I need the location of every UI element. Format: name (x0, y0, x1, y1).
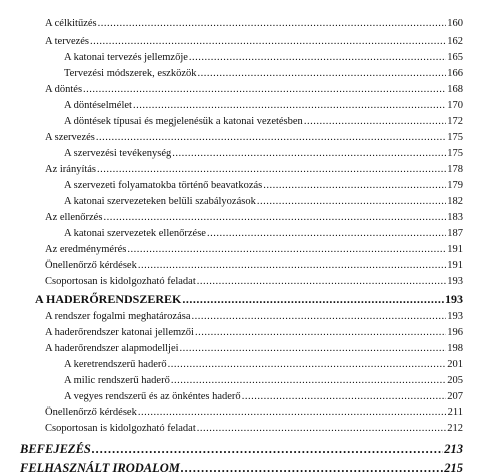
toc-entry-page: 213 (444, 442, 463, 456)
toc-entry-page: 201 (447, 359, 463, 370)
dot-leader (195, 326, 446, 339)
toc-entry-title: A katonai szervezetek ellenőrzése (64, 228, 206, 239)
toc-entry-title: A katonai tervezés jellemzője (64, 52, 188, 63)
toc-entry-page: 170 (447, 100, 463, 111)
dot-leader (180, 342, 447, 355)
dot-leader (90, 35, 446, 48)
dot-leader (171, 374, 446, 387)
toc-entry-title: A keretrendszerű haderő (64, 359, 167, 370)
toc-entry-page: 215 (444, 461, 463, 475)
toc-entry (45, 211, 463, 224)
toc-major-entry (20, 441, 463, 457)
toc-entry-title: Csoportosan is kidolgozható feladat (45, 276, 196, 287)
toc-entry-title: A szervezési tevékenység (64, 148, 172, 159)
toc-entry-title: Önellenőrző kérdések (45, 260, 137, 271)
toc-entry (64, 358, 463, 371)
toc-entry-title: A vegyes rendszerű és az önkéntes haderő (64, 391, 241, 402)
dot-leader (207, 227, 446, 240)
toc-entry-page: 179 (447, 180, 463, 191)
toc-entry-page: 175 (447, 132, 463, 143)
toc-entry (45, 406, 463, 419)
toc-entry-page: 193 (447, 276, 463, 287)
toc-entry-title: Az eredménymérés (45, 244, 127, 255)
toc-chapter-entry (35, 292, 463, 307)
toc-entry (64, 115, 463, 128)
toc-entry (45, 83, 463, 96)
toc-entry-page: 162 (447, 36, 463, 47)
toc-entry (64, 390, 463, 403)
toc-entry-title: A döntéselmélet (64, 100, 132, 111)
toc-entry-page: 211 (447, 407, 463, 418)
toc-entry-title: A szervezés (45, 132, 95, 143)
toc-entry (64, 179, 463, 192)
toc-entry-page: 168 (447, 84, 463, 95)
toc-entry-page: 191 (447, 260, 463, 271)
toc-entry-page: 207 (447, 391, 463, 402)
toc-entry (64, 195, 463, 208)
toc-entry (64, 147, 463, 160)
dot-leader (133, 99, 446, 112)
toc-entry-page: 166 (447, 68, 463, 79)
toc-entry-title: Az ellenőrzés (45, 212, 103, 223)
toc-entry (45, 131, 463, 144)
toc-entry-title: A szervezeti folyamatokba történő beavatkozás (64, 180, 263, 191)
dot-leader (172, 147, 446, 160)
toc-entry-title: Önellenőrző kérdések (45, 407, 137, 418)
toc-entry-page: 191 (447, 244, 463, 255)
toc-entry (64, 67, 463, 80)
toc-entry (64, 374, 463, 387)
dot-leader (197, 422, 446, 435)
dot-leader (257, 195, 446, 208)
toc-entry-page: 165 (447, 52, 463, 63)
dot-leader (138, 259, 446, 272)
toc-entry (45, 275, 463, 288)
toc-entry (45, 342, 463, 355)
toc-entry-title: A haderőrendszer alapmodelljei (45, 343, 179, 354)
dot-leader (92, 441, 443, 457)
dot-leader (197, 275, 446, 288)
dot-leader (83, 83, 446, 96)
toc-entry (45, 259, 463, 272)
dot-leader (138, 406, 447, 419)
toc-entry-title: A HADERŐRENDSZEREK (35, 292, 182, 306)
toc-entry-title: A haderőrendszer katonai jellemzői (45, 327, 194, 338)
toc-entry-page: 175 (447, 148, 463, 159)
dot-leader (98, 17, 447, 30)
toc-entry-page: 182 (447, 196, 463, 207)
dot-leader (189, 51, 446, 64)
dot-leader (304, 115, 446, 128)
toc-entry-title: A döntések típusai és megjelenésük a katonai vezetésben (64, 116, 303, 127)
toc-entry-page: 205 (447, 375, 463, 386)
toc-entry-title: FELHASZNÁLT IRODALOM (20, 461, 180, 475)
toc-major-entry (20, 460, 463, 476)
toc-entry (64, 227, 463, 240)
toc-entry-page: 183 (447, 212, 463, 223)
toc-entry-title: Tervezési módszerek, eszközök (64, 68, 197, 79)
toc-entry (45, 326, 463, 339)
toc-entry-title: Csoportosan is kidolgozható feladat (45, 423, 196, 434)
toc-entry-page: 172 (447, 116, 463, 127)
dot-leader (127, 243, 446, 256)
toc-entry-title: A milic rendszerű haderő (64, 375, 170, 386)
toc-entry-page: 160 (447, 18, 463, 29)
toc-entry (45, 163, 463, 176)
dot-leader (242, 390, 447, 403)
dot-leader (168, 358, 447, 371)
toc-entry (64, 51, 463, 64)
toc-entry-title: A katonai szervezeteken belüli szabályozások (64, 196, 256, 207)
toc-entry-page: 196 (447, 327, 463, 338)
toc-entry-page: 212 (447, 423, 463, 434)
toc-entry-page: 178 (447, 164, 463, 175)
toc-entry (64, 99, 463, 112)
toc-entry (45, 35, 463, 48)
toc-entry (45, 422, 463, 435)
toc-entry-page: 193 (447, 311, 463, 322)
toc-entry (45, 310, 463, 323)
toc-entry-title: BEFEJEZÉS (20, 442, 91, 456)
dot-leader (96, 131, 446, 144)
dot-leader (263, 179, 446, 192)
dot-leader (181, 460, 443, 476)
dot-leader (198, 67, 447, 80)
toc-entry-title: A döntés (45, 84, 83, 95)
toc-entry-title: Az irányítás (45, 164, 97, 175)
toc-entry-title: A rendszer fogalmi meghatározása (45, 311, 191, 322)
toc-entry-title: A tervezés (45, 36, 90, 47)
dot-leader (191, 310, 446, 323)
dot-leader (182, 292, 444, 307)
dot-leader (97, 163, 446, 176)
toc-entry-page: 198 (447, 343, 463, 354)
toc-entry (45, 243, 463, 256)
toc-entry (45, 17, 463, 30)
toc-entry-title: A célkitűzés (45, 18, 97, 29)
dot-leader (103, 211, 446, 224)
toc-entry-page: 193 (445, 292, 463, 306)
toc-entry-page: 187 (447, 228, 463, 239)
